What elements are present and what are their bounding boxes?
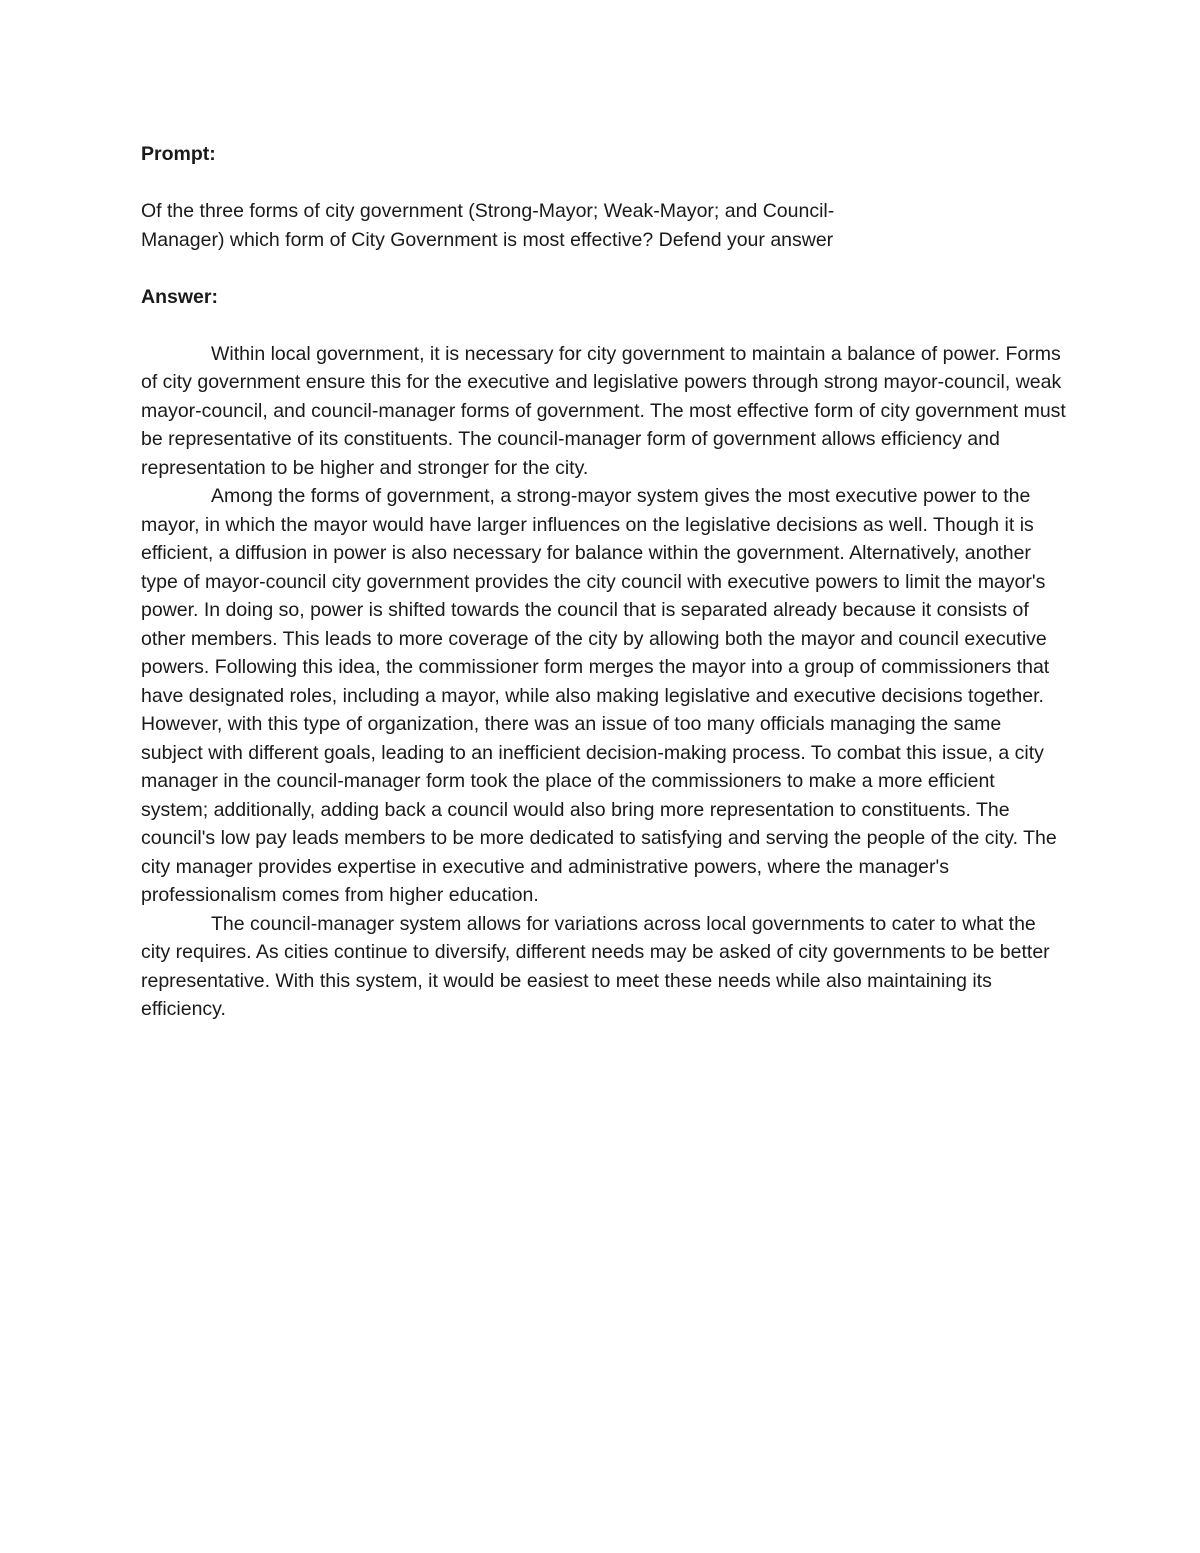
- answer-paragraph-1: Within local government, it is necessary for city government to maintain a balance of power. Forms of city government ensure this for the executive and legislative powers through strong mayor-council, weak mayor-council, and council-manager forms of government. The most effective form of city government must be representative of its constituents. The council-manager form of government allows efficiency and representation to be higher and stronger for the city.: [141, 342, 1066, 479]
- document-content: [141, 140, 1066, 1024]
- answer-heading: Answer:: [141, 285, 218, 308]
- prompt-text: Of the three forms of city government (Strong-Mayor; Weak-Mayor; and Council-Manager) which form of City Government is most effective? Defend your answer: [141, 200, 835, 251]
- answer-paragraph-3: The council-manager system allows for variations across local governments to cater to what the city requires. As cities continue to diversify, different needs may be asked of city governments to be better representative. With this system, it would be easiest to meet these needs while also maintaining its efficiency.: [141, 912, 1050, 1020]
- prompt-heading: Prompt:: [141, 143, 216, 165]
- answer-body: [141, 340, 1066, 1024]
- answer-paragraph-2: Among the forms of government, a strong-mayor system gives the most executive power to the mayor, in which the mayor would have larger influences on the legislative decisions as well. Though it is efficient, a diffusion in power is also necessary for balance within the government. Alternatively, another type of mayor-council city government provides the city council with executive powers to limit the mayor's power. In doing so, power is shifted towards the council that is separated already because it consists of other members. This leads to more coverage of the city by allowing both the mayor and council executive powers. Following this idea, the commissioner form merges the mayor into a group of commissioners that have designated roles, including a mayor, while also making legislative and executive decisions together. However, with this type of organization, there was an issue of too many officials managing the same subject with different goals, leading to an inefficient decision-making process. To combat this issue, a city manager in the council-manager form took the place of the commissioners to make a more efficient system; additionally, adding back a council would also bring more representation to constituents. The council's low pay leads members to be more dedicated to satisfying and serving the people of the city. The city manager provides expertise in executive and administrative powers, where the manager's professionalism comes from higher education.: [141, 485, 1057, 906]
